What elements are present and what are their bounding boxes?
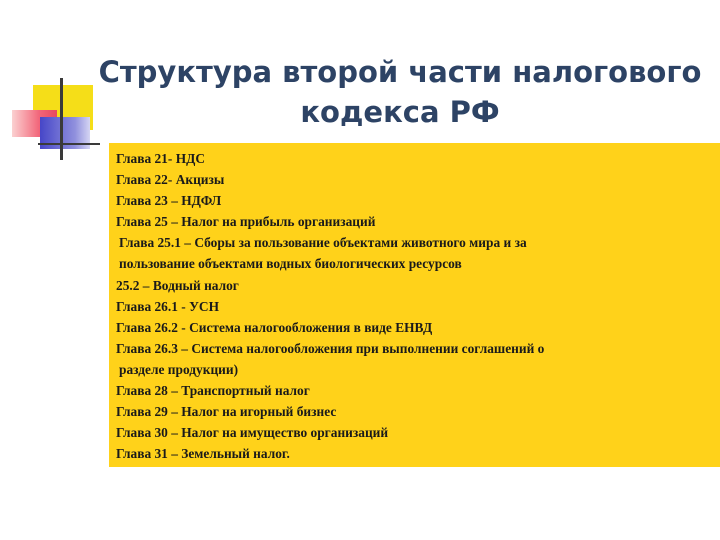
content-box: [109, 143, 720, 467]
chapter-list: [116, 148, 720, 464]
list-item: Глава 30 – Налог на имущество организаций: [116, 425, 389, 441]
decorative-squares-graphic: [0, 0, 100, 170]
list-item: Глава 25.1 – Сборы за пользование объектами животного мира и за: [119, 235, 527, 251]
list-item: Глава 26.1 - УСН: [116, 298, 219, 314]
slide-title-line-1: Структура второй части налогового: [98, 55, 702, 89]
list-item: Глава 21- НДС: [116, 151, 205, 166]
list-item: Глава 28 – Транспортный налог: [116, 383, 310, 399]
list-item: Глава 23 – НДФЛ: [116, 193, 222, 209]
list-item: Глава 25 – Налог на прибыль организаций: [116, 214, 376, 230]
list-item: 25.2 – Водный налог: [116, 277, 239, 293]
list-item: Глава 22- Акцизы: [116, 172, 225, 188]
list-item: пользование объектами водных биологических ресурсов: [119, 256, 462, 272]
list-item: Глава 29 – Налог на игорный бизнес: [116, 404, 337, 420]
deco-vertical-line: [60, 78, 63, 160]
deco-horizontal-line: [38, 143, 100, 145]
slide-title-line-2: кодекса РФ: [300, 95, 500, 129]
list-item: Глава 31 – Земельный налог.: [116, 446, 290, 462]
list-item: Глава 26.2 - Система налогообложения в виде ЕНВД: [116, 319, 433, 335]
list-item: Глава 26.3 – Система налогообложения при выполнении соглашений о: [116, 340, 545, 356]
slide-title: [95, 52, 705, 132]
list-item: разделе продукции): [119, 361, 239, 377]
